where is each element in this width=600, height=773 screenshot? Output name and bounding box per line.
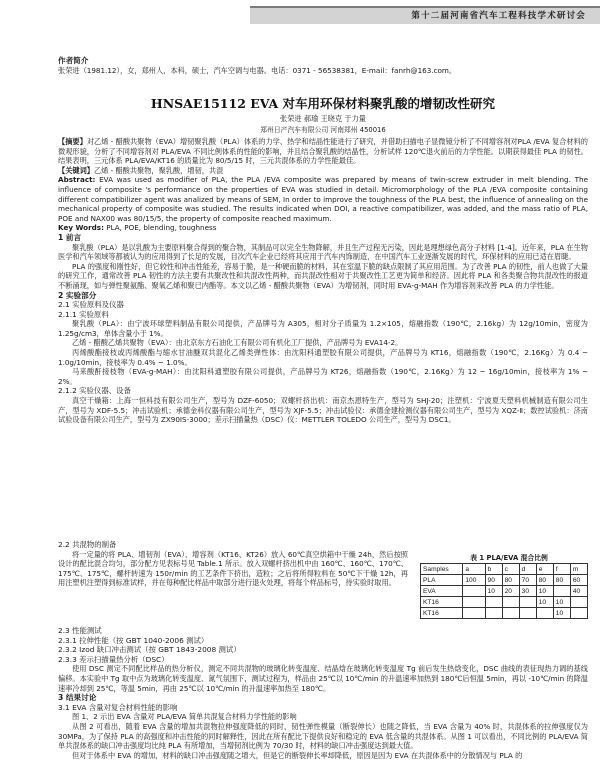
- keywords-cn-text: 乙烯 - 醋酸共聚物，聚乳酸，增韧，共混: [93, 165, 224, 175]
- table-cell: [485, 608, 502, 619]
- abstract-en-label: Abstract:: [58, 175, 96, 185]
- author-intro-text: 张荣进（1981.12），女，郑州人，本科，硕士，汽车空调与电器。电话：0371 - 56538381，E-mail：fanrh@163.com。: [58, 65, 457, 75]
- material-item: 聚乳酸（PLA）：由宁波环球塑料制品有限公司提供，产品牌号为 A305，相对分子质量为 1.2×105，熔融指数（190℃，2.16kg）为 12g/10min，密度为 1.25g/cm3，单体含量小于 1%。: [58, 319, 588, 338]
- table-cell: KT16: [421, 608, 463, 619]
- paper-affiliation: 郑州日产汽车有限公司 河南郑州 450016: [260, 126, 386, 134]
- keywords-en-text: PLA, POE, blending, toughness: [106, 223, 217, 233]
- table-cell: [536, 608, 553, 619]
- table-header-cell: e: [536, 564, 553, 575]
- table-cell: KT16: [421, 597, 463, 608]
- tests-block: [58, 626, 588, 760]
- abstract-cn: [58, 137, 588, 166]
- table-cell: 100: [463, 575, 485, 586]
- section1-paragraph: PLA 的强度和刚性好，但它较性和冲击性能差，容易于脆，是一种硬而脆的材料，其在室温下脆的缺点限制了其应用范围。为了改善 PLA 的韧性，前人也做了大量的研究工作，通常改善 PLA 韧性的方法主要有共聚改性和共混改性两种，而共混改性相对于共聚改性工艺更为简单和经济。因此将 PLA 和各类聚合物共混改性的报道不断涌现，如与弹性聚氨酯、聚氧乙烯和聚已内酯等。本文以乙烯 - 醋酸共聚物（EVA）为增韧剂，同时用 EVA-g-MAH 作为增容剂来改善 PLA 的力学性能。: [58, 261, 588, 290]
- subsection-heading: 2.3.2 Izod 缺口冲击测试（按 GBT 1843-2008 测试）: [58, 645, 241, 655]
- table-cell: 10: [536, 586, 553, 597]
- running-header-bar: [250, 6, 600, 24]
- subsection-heading: 2.1 实验原料及仪器: [58, 300, 124, 310]
- subsection-heading: 2.3.1 拉伸性能（按 GBT 1040-2006 测试）: [58, 635, 209, 645]
- dsc-text: 使用 DSC 测定不同配比样品的热分析仪，测定不同共混物的玻璃化转变温度、结晶焓在玻璃化转变温度 Tg 前后发生热焓变化，DSC 曲线的表征现热力调的基线偏移。本实验中 Tg 取中点为玻璃化转变温度、氮气氛围下，测试过程为，样品由 25℃以 10℃/min 的升温速率加热到 180℃后恒温 5min，再以 -10℃/min 的降温速率冷却到 25℃，等温 5min，再由 25℃以 10℃/min 的升温速率加热至 180℃。: [58, 664, 588, 693]
- paper-authors: 张荣进 郝瑜 王晓克 于力量: [280, 114, 366, 123]
- section1-paragraph: 聚乳酸（PLA）是以乳酸为主要原料聚合得到的聚合物，其制品可以完全生物降解，并且生产过程无污染，因此是理想绿色高分子材料 [1-4]。近年来，PLA 在生物医学和汽车领域等都被认为的应用得到了长足的发展，目次汽车企业已经将其应用于汽车内饰制造，在中国汽车工业逐渐发展的时代，环保材料的应用已适在眉睫。: [58, 242, 588, 262]
- subsection-heading: 2.3.3 差示扫描量热分析（DSC）: [58, 654, 169, 664]
- abstract-en: [58, 175, 588, 223]
- table-cell: [463, 586, 485, 597]
- table-cell: PLA: [421, 575, 463, 586]
- material-item: 马来酸酐接枝物（EVA-g-MAH）：由沈阳科通塑胶有限公司提供，产品牌号为 KT26，熔融指数（190℃，2.16Kg）为 12 ~ 16g/10min，接枝率为 1% ~ 2%。: [58, 367, 588, 386]
- table-cell: [570, 608, 587, 619]
- table-cell: 10: [553, 608, 570, 619]
- table-row: [421, 597, 588, 608]
- subsection-heading: 3.1 EVA 含量对复合材料性能的影响: [58, 702, 178, 712]
- table-cell: [519, 597, 536, 608]
- keywords-cn: [58, 166, 588, 176]
- running-header-text: 第十二届河南省汽车工程科技学术研讨会: [411, 11, 586, 21]
- table-cell: [463, 608, 485, 619]
- table-cell: 60: [570, 575, 587, 586]
- author-intro: [58, 56, 588, 75]
- abstract-cn-label: 【摘要】: [58, 137, 87, 146]
- table-cell: 20: [502, 586, 519, 597]
- abstract-cn-text: 对乙烯 - 醋酸共聚物（EVA）增韧聚乳酸（PLA）体系的力学、热学和结晶性能进行了研究，并借助扫描电子显微镜分析了不同增容剂对PLA /EVA 复合材料的微观形貌，分析了不同增容剂对 PLA/EVA 不同比例体系的性能的影响，并且结合聚乳酸的结晶性，分析试样 120℃退火前后的力学性能。以期获得最佳 PLA 的韧性。结果表明，三元体系 PLA/EVA/KT16 的质量比为 80/5/15 时，三元共混体系的力学性能最佳。: [58, 137, 588, 166]
- table-cell: EVA: [421, 586, 463, 597]
- table-header-cell: d: [519, 564, 536, 575]
- material-item: 乙烯 - 醋酸乙烯共聚物（EVA）：由北京东方石油化工有限公司有机化工厂提供，产品牌号为 EVA14-2。: [72, 338, 403, 348]
- table-cell: [463, 597, 485, 608]
- table-cell: 80: [502, 575, 519, 586]
- table-header-cell: c: [502, 564, 519, 575]
- table-cell: [502, 608, 519, 619]
- section2-heading: 2 实验部分: [58, 290, 97, 300]
- table1: [420, 563, 588, 619]
- material-item: 丙烯酸酯接枝或丙烯酸酯与缩水甘油醚双共混化乙烯类弹性体：由沈阳科通塑胶有限公司提供，产品牌号为 KT16，熔融指数（190℃，2.16Kg）为 0.4 ~ 1.0g/10min，接枝率为 0.4% ~ 1.0%。: [58, 348, 588, 367]
- table-row: [421, 608, 588, 619]
- table-row: [421, 575, 588, 586]
- keywords-en-label: Key Words:: [58, 223, 104, 233]
- subsection-heading: 2.3 性能测试: [58, 626, 102, 635]
- subsection-heading: 2.1.2 实验仪器、设备: [58, 386, 131, 396]
- table1-title: 表 1 PLA/EVA 混合比例: [470, 554, 548, 562]
- section3-paragraph: 图 1、2 示出 EVA 含量对 PLA/EVA 简单共混复合材料力学性能的影响: [72, 712, 297, 722]
- table-header-cell: b: [485, 564, 502, 575]
- table-cell: 80: [536, 575, 553, 586]
- table-cell: [485, 597, 502, 608]
- keywords-en: [58, 223, 588, 233]
- table-row: [421, 586, 588, 597]
- table-cell: 90: [485, 575, 502, 586]
- section3-heading: 3 结果讨论: [58, 693, 97, 703]
- keywords-cn-label: 【关键词】: [58, 165, 94, 175]
- subsection-heading: 2.2 共混物的制备: [58, 540, 117, 549]
- table-cell: 40: [570, 586, 587, 597]
- blend-text: 将一定量的将 PLA、增韧剂（EVA）、增容剂（KT16、KT26）放入 60℃真空烘箱中干燥 24h，然后按照设计的配比混合均匀，部分配方见表标号见 Table.1 所示。放入双螺杆挤出机中由 160℃、160℃、170℃、175℃、175℃，螺杆转速为 150r/min 的工艺条件下挤出，造粒；之后将所得粒料在 50℃下干燥 12h，再用注塑机注塑得到标准试样，并在每种配比样品中取部分进行退火处理，将每个样品标号，待实验时取用。: [58, 549, 408, 588]
- abstract-en-text: EVA was used as modifier of PLA, the PLA /EVA composite was prepared by means of twin-screw extruder in melt blending. The influence of composite 's performance on the properties of EVA was studied in detail. Micromorphology of the PLA /EVA composite containing different compatibilizer agent was analized by means of SEM, In order to improve the toughness of the PLA best, the influence of annealing on the mechanical property of composite was studied. The results indicated when DOI, a reactive compatibilizer, was added, and the mass ratio of PLA, POE and NAX00 was 80/15/5, the property of composite reached maximum.: [58, 175, 588, 223]
- table-cell: [519, 608, 536, 619]
- table-header-cell: Samples: [421, 564, 463, 575]
- table-header-cell: f: [553, 564, 570, 575]
- section3-paragraph: 从图 2 可看出，随着 EVA 含量的增加共混物拉伸强度降低的同时，韧性弹性模量（断裂伸长）也随之降低，当 EVA 含量为 40% 时，共混体系的拉伸强度仅为 30MPa，为了保持 PLA 的高强度和冲击性能的同时解释性，因此在所有配比下提供良好和稳定的 EVA 低含量的共混体系。从图 1 可以看出，不同比例的 PLA/EVA 简单共混体系的缺口冲击强度均比纯 PLA 有所增加，当增韧剂比例为 70/30 时，材料的缺口冲击强度达到最大值。: [58, 721, 588, 751]
- paper-title: HNSAE15112 EVA 对车用环保材料聚乳酸的增韧改性研究: [150, 96, 496, 111]
- section1-heading: 1 前言: [58, 232, 82, 242]
- equipment-text: 真空干燥箱：上海一恒科技有限公司生产，型号为 DZF-6050；双螺杆挤出机：南京杰恩特生产，型号为 SHJ-20；注塑机：宁波夏天塑料机械制造有限公司生产，型号为 XDF-5.5；冲击试验机；承德金科仪器有限公司生产，型号为 XJF-5.5；冲击试验仪：承德金建检测仪器有限公司生产，型号为 XQZ-Ⅱ；数控试验机：济南试验设备有限公司生产，型号为 ZX90IS-3000；差示扫描量热（DSC）仪：METTLER TOLEDO 公司生产，型号为 DSC1。: [58, 396, 588, 425]
- table-cell: [570, 597, 587, 608]
- table-header-cell: m: [570, 564, 587, 575]
- author-intro-heading: 作者简介: [58, 56, 89, 65]
- abstract-block: [58, 137, 588, 425]
- table-cell: 30: [519, 586, 536, 597]
- table-cell: 10: [485, 586, 502, 597]
- table-cell: [502, 597, 519, 608]
- table-cell: 10: [553, 597, 570, 608]
- subsection-heading: 2.1.1 实验原料: [58, 309, 109, 319]
- table-cell: 10: [536, 597, 553, 608]
- table-header-row: [421, 564, 588, 575]
- table-cell: 80: [553, 575, 570, 586]
- table-cell: [553, 586, 570, 597]
- table-header-cell: a: [463, 564, 485, 575]
- blend-block: [58, 540, 408, 588]
- table-cell: 70: [519, 575, 536, 586]
- section3-paragraph: 但对于体系中 EVA 的增加，材料的缺口冲击强度随之增大，但是它的断裂伸长率却降低，原因是因为 EVA 在共混体系中的分散情况与 PLA 的: [72, 750, 523, 760]
